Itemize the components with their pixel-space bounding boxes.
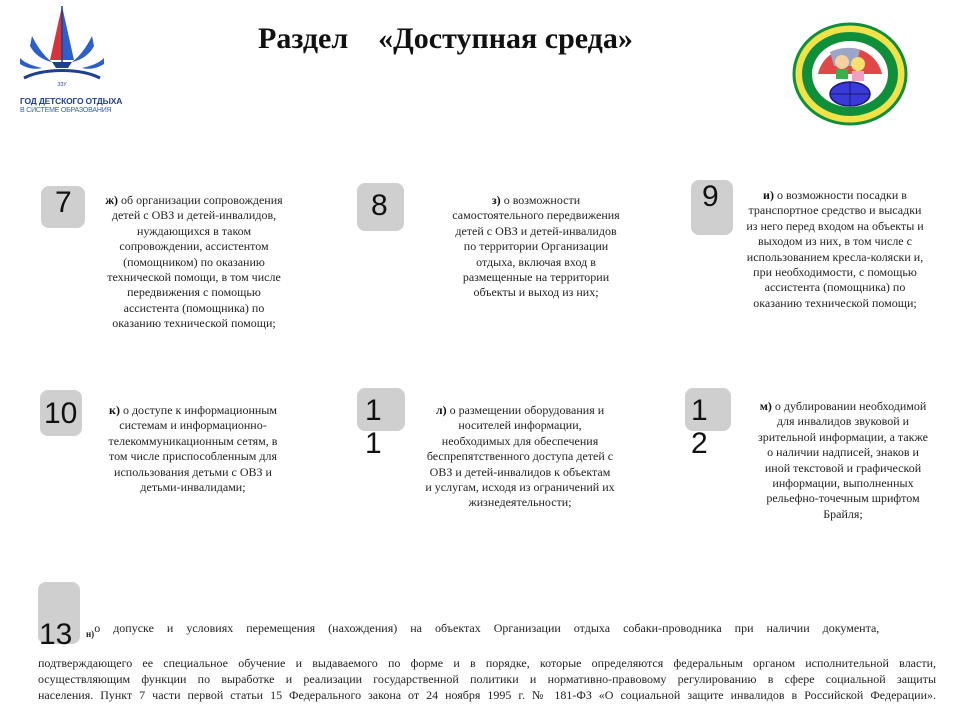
item-10-text (100, 403, 286, 495)
item-number: 10 (44, 397, 78, 430)
item-number: 7 (55, 186, 72, 219)
item-description: о размещении оборудования и носителей информации, необходимых для обеспечения беспрепятственного доступа детей с ОВЗ и детей-инвалидов к объектам и услугам, исходя из ограничений их жизнедеятельности; (425, 403, 615, 510)
item-11-text (425, 403, 615, 511)
logo-caption-line1: ГОД ДЕТСКОГО ОТДЫХА (20, 96, 123, 106)
item-7-text (98, 193, 290, 332)
item-13-first-line (86, 621, 879, 639)
item-12-text (756, 399, 930, 522)
item-number: 9 (702, 180, 719, 213)
item-letter: м) (759, 399, 772, 413)
item-number: 13 (39, 618, 73, 651)
item-description: о возможности самостоятельного передвижения детей с ОВЗ и детей-инвалидов по территории Организации отдыха, включая вход в размещенные на территории объекты и выход из них; (452, 193, 620, 300)
children-camp-emblem (790, 22, 910, 132)
item-number-badge-11 (357, 388, 405, 460)
item-number-badge-8 (357, 183, 404, 231)
round-emblem-icon (790, 22, 910, 132)
item-letter: к) (109, 403, 120, 417)
item-13-paragraph (38, 655, 936, 703)
item-number: 1 1 (365, 394, 382, 460)
item-letter: з) (491, 193, 501, 207)
item-number-badge-7 (41, 186, 85, 228)
item-number-badge-9 (691, 180, 733, 235)
item-letter: ж) (105, 193, 119, 207)
item-description: о дублировании необходимой для инвалидов звуковой и зрительной информации, а также о наличии надписей, знаков и иной текстовой и графической информации, выполненных рельефно-точечным шрифтом Брайля; (758, 399, 928, 521)
item-letter: л) (435, 403, 447, 417)
paragraph-line: населения. Пункт 7 части первой статьи 15 Федерального закона от 24 ноября 1995 г. № 181-ФЗ «О социальной защите инвалидов в Российской Федерации». (38, 688, 936, 702)
item-number-badge-12 (685, 388, 731, 460)
year-of-children-rest-logo (14, 2, 123, 120)
item-number: 1 2 (691, 394, 708, 460)
item-description-start: о допуске и условиях перемещения (нахождения) на объектах Организации отдыха собаки-проводника при наличии документа, (94, 621, 880, 635)
item-letter: н) (86, 629, 95, 639)
svg-text:ЗЗУ: ЗЗУ (57, 82, 67, 88)
item-9-text (742, 188, 928, 311)
item-description: об организации сопровождения детей с ОВЗ и детей-инвалидов, нуждающихся в таком сопровождении, ассистентом (помощником) по оказанию технической помощи, в том числе передвижения с помощью ассистента (помощника) по оказанию технической помощи; (107, 193, 283, 331)
item-number-badge-13 (38, 582, 80, 651)
item-number: 8 (371, 189, 388, 222)
logo-caption-line2: В СИСТЕМЕ ОБРАЗОВАНИЯ (20, 107, 112, 114)
paragraph-line: осуществляющим функции по выработке и реализации государственной политики и нормативно-правовому регулированию в сфере социальной защиты (38, 672, 936, 686)
item-number-badge-10 (40, 390, 82, 436)
item-description: о доступе к информационным системам и информационно-телекоммуникационным сетям, в том числе приспособленным для использования детьми с ОВЗ и детьми-инвалидами; (108, 403, 278, 495)
sail-emblem-icon (14, 2, 114, 94)
item-8-text (450, 193, 622, 301)
item-description: о возможности посадки в транспортное средство и высадки из него перед входом на объекты и выходом из них, в том числе с использованием кресла-коляски и, при необходимости, с помощью ассистента (помощника) по оказанию технической помощи; (746, 188, 924, 310)
paragraph-line: подтверждающего ее специальное обучение и выдаваемого по форме и в порядке, которые определяются федеральным органом исполнительной власти, (38, 656, 936, 670)
item-letter: и) (763, 188, 774, 202)
page-title: Раздел «Доступная среда» (258, 22, 633, 55)
